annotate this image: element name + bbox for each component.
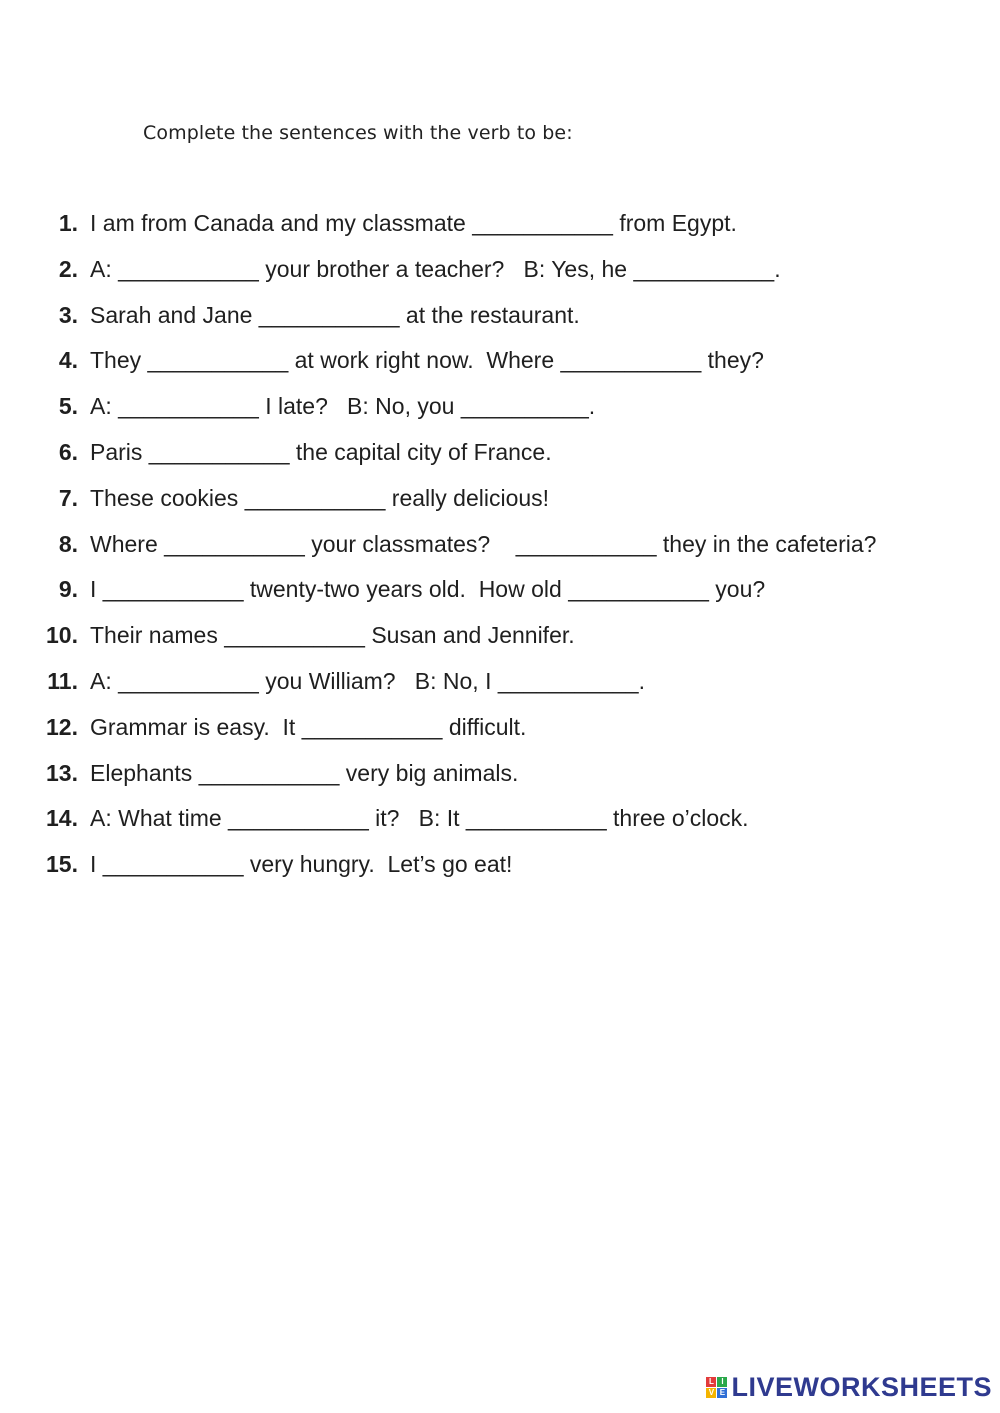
sentence-text: Sarah and Jane	[90, 301, 259, 328]
logo-text: LIVEWORKSHEETS	[731, 1372, 992, 1402]
exercise-item	[40, 393, 595, 429]
exercise-item	[40, 622, 575, 658]
sentence-text: really delicious!	[385, 484, 550, 511]
answer-blank[interactable]: ___________	[301, 713, 443, 740]
sentence-text: the capital city of France.	[289, 439, 552, 465]
exercise-item	[40, 668, 645, 704]
answer-blank[interactable]: ___________	[224, 622, 365, 649]
sentence-text: at work right now. Where	[288, 347, 561, 374]
sentence-text: Susan and Jennifer.	[364, 622, 575, 649]
sentence-text: A:	[90, 393, 119, 420]
answer-blank[interactable]: ___________	[102, 576, 244, 603]
sentence-text: twenty-two years old. How old	[243, 576, 569, 603]
sentence-text: you?	[708, 576, 766, 603]
sentence-text: from Egypt.	[612, 210, 737, 236]
answer-blank[interactable]: ___________	[118, 393, 259, 420]
item-number: 1.	[58, 210, 78, 236]
sentence-text: Paris	[90, 439, 149, 465]
exercise-item	[40, 210, 737, 246]
sentence-text: I	[90, 851, 103, 878]
item-number: 3.	[58, 301, 78, 328]
exercise-item	[40, 256, 781, 292]
logo-mark-icon	[706, 1377, 727, 1398]
answer-blank[interactable]: ___________	[118, 668, 259, 694]
answer-blank[interactable]: ___________	[102, 851, 244, 878]
sentence-text: your classmates?	[304, 530, 516, 557]
exercise-item	[40, 851, 512, 887]
answer-blank[interactable]: ___________	[515, 530, 657, 557]
item-number: 4.	[58, 347, 78, 374]
answer-blank[interactable]: ___________	[148, 439, 290, 465]
sentence-text: These cookies	[90, 484, 245, 511]
logo-mark-square: V	[706, 1388, 716, 1398]
sentence-text: A: What time	[90, 805, 229, 832]
answer-blank[interactable]: ___________	[244, 484, 386, 511]
sentence-text: I am from Canada and my classmate	[90, 210, 473, 236]
sentence-text: I	[90, 576, 103, 603]
exercise-item	[40, 805, 749, 841]
item-number: 11.	[47, 668, 78, 694]
exercise-item	[40, 576, 765, 612]
sentence-text: they?	[701, 347, 764, 374]
sentence-text: .	[638, 668, 645, 694]
exercise-item	[40, 760, 518, 796]
item-number: 13.	[46, 759, 78, 786]
answer-blank[interactable]: ___________	[633, 255, 775, 282]
item-number: 2.	[58, 255, 78, 282]
exercise-item	[40, 485, 549, 521]
answer-blank[interactable]: ___________	[198, 759, 340, 786]
item-number: 6.	[58, 439, 78, 465]
sentence-text: I late? B: No, you	[258, 393, 461, 420]
sentence-text: Where	[90, 530, 165, 557]
item-number: 12.	[46, 713, 78, 740]
item-number: 5.	[58, 393, 78, 420]
answer-blank[interactable]: ___________	[568, 576, 709, 603]
sentence-text: three o’clock.	[606, 805, 749, 832]
answer-blank[interactable]: ___________	[472, 210, 613, 236]
exercise-item	[40, 347, 764, 383]
logo-mark-square: E	[717, 1388, 727, 1398]
sentence-text: they in the cafeteria?	[656, 530, 877, 557]
exercise-item	[40, 439, 552, 475]
sentence-text: difficult.	[442, 713, 527, 740]
sentence-text: They	[90, 347, 148, 374]
answer-blank[interactable]: ___________	[258, 301, 400, 328]
item-number: 10.	[46, 622, 78, 649]
sentence-text: .	[588, 393, 596, 420]
sentence-text: Elephants	[90, 759, 199, 786]
answer-blank[interactable]: ___________	[118, 255, 259, 282]
item-number: 7.	[58, 484, 78, 511]
instructions: Complete the sentences with the verb to be:	[143, 122, 573, 144]
answer-blank[interactable]: ___________	[560, 347, 702, 374]
sentence-text: .	[774, 255, 781, 282]
answer-blank[interactable]: ___________	[497, 668, 639, 694]
sentence-text: you William? B: No, I	[258, 668, 498, 694]
logo-mark-square: L	[706, 1377, 716, 1387]
exercise-item	[40, 531, 876, 567]
sentence-text: it? B: It	[368, 805, 466, 832]
liveworksheets-logo	[706, 1372, 992, 1403]
answer-blank[interactable]: ___________	[228, 805, 369, 832]
exercise-item	[40, 714, 526, 750]
item-number: 14.	[46, 805, 78, 832]
sentence-text: your brother a teacher? B: Yes, he	[258, 255, 634, 282]
answer-blank[interactable]: ___________	[164, 530, 305, 557]
sentence-text: A:	[90, 255, 119, 282]
sentence-text: A:	[90, 668, 119, 694]
exercise-item	[40, 302, 580, 338]
answer-blank[interactable]: ___________	[147, 347, 289, 374]
sentence-text: very hungry. Let’s go eat!	[243, 851, 513, 878]
sentence-text: at the restaurant.	[399, 301, 580, 328]
answer-blank[interactable]: ___________	[465, 805, 607, 832]
logo-mark-square: I	[717, 1377, 727, 1387]
answer-blank[interactable]: __________	[460, 393, 589, 420]
sentence-text: Grammar is easy. It	[90, 713, 302, 740]
sentence-text: Their names	[90, 622, 225, 649]
item-number: 15.	[46, 851, 78, 878]
item-number: 9.	[58, 576, 78, 603]
sentence-text: very big animals.	[339, 759, 519, 786]
item-number: 8.	[58, 530, 78, 557]
